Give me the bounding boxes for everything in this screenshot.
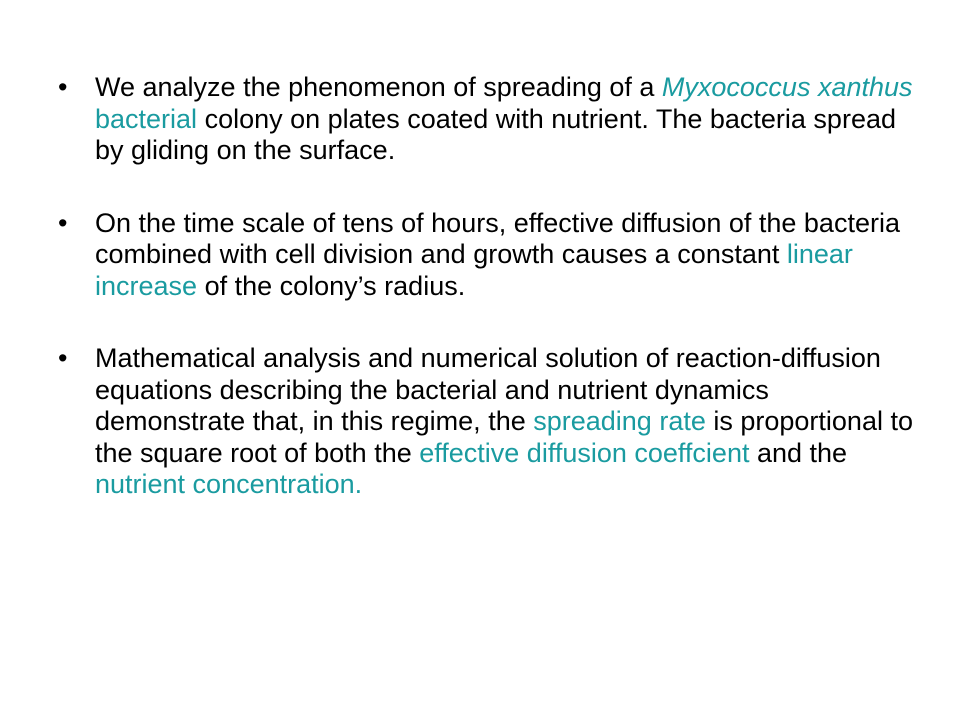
- highlight-term: bacterial: [95, 103, 198, 134]
- text-segment: is proportional to the square root of both the: [95, 406, 913, 468]
- highlight-term: linear increase: [95, 239, 853, 301]
- bullet-mark: •: [58, 207, 68, 238]
- bullet-list: [58, 72, 918, 501]
- bullet-text: [95, 208, 900, 301]
- bullet-text: [95, 72, 913, 165]
- bullet-item-linear-increase: [58, 208, 918, 303]
- text-segment: Mathematical analysis and numerical solution of reaction-diffusion equations describing the bacterial and nutrient dynamics demonstrate that, in this regime, the: [95, 343, 881, 436]
- bullet-item-spreading-phenomenon: [58, 72, 918, 167]
- text-segment: On the time scale of tens of hours, effective diffusion of the bacteria combined with cell division and growth causes a constant: [95, 207, 900, 269]
- text-segment: of the colony’s radius.: [197, 270, 466, 301]
- highlight-term: nutrient concentration.: [95, 469, 363, 499]
- text-segment: colony on plates coated with nutrient. The bacteria spread by gliding on the surface.: [95, 103, 896, 165]
- text-segment: We analyze the phenomenon of spreading of a: [95, 72, 662, 102]
- text-segment: and the: [749, 437, 848, 468]
- bullet-mark: •: [58, 343, 68, 373]
- bullet-mark: •: [58, 72, 68, 102]
- species-name: Myxococcus xanthus: [661, 72, 913, 102]
- highlight-term: effective diffusion coeffcient: [419, 437, 750, 468]
- highlight-term: spreading rate: [533, 406, 706, 436]
- bullet-text: [95, 343, 913, 499]
- bullet-item-mathematical-analysis: [58, 343, 918, 501]
